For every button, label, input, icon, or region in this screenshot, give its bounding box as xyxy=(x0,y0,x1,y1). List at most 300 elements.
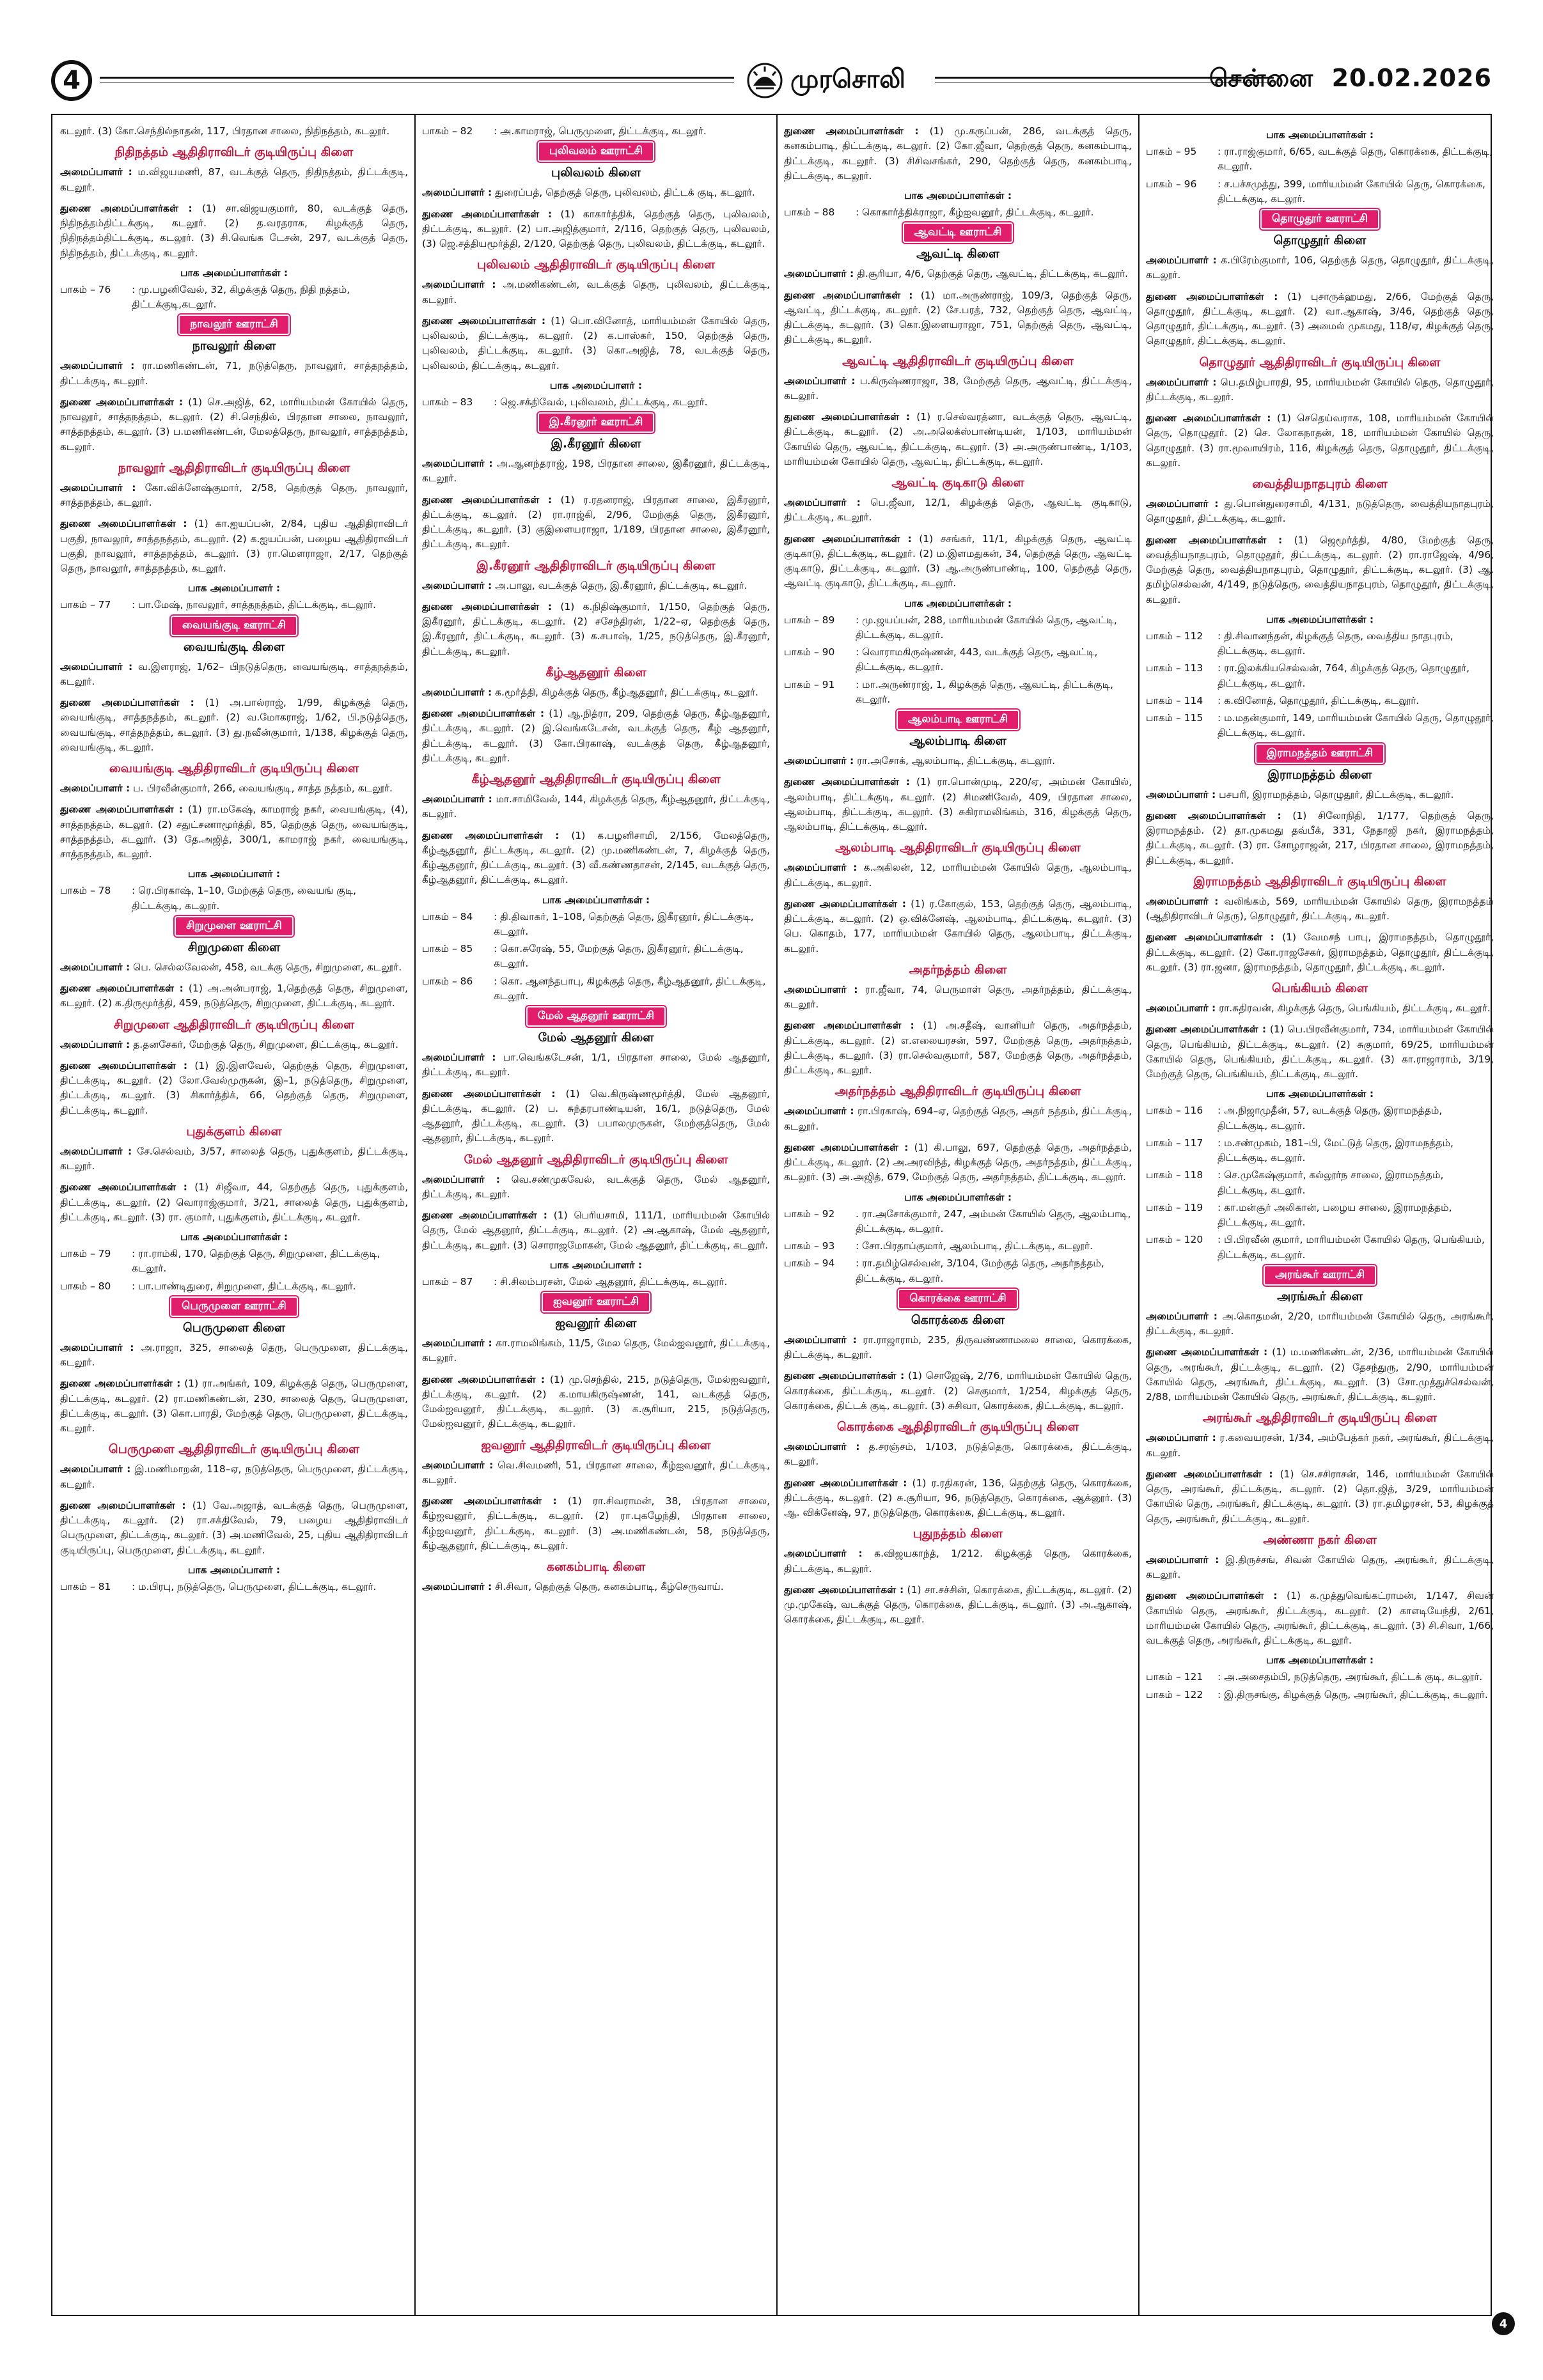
issue-date: 20.02.2026 xyxy=(1331,64,1492,92)
role-label: துணை அமைப்பாளர்கள் : xyxy=(1146,1468,1273,1480)
member-entry xyxy=(784,288,1132,348)
column-4 xyxy=(1146,124,1494,2308)
booth-details: : ரா.தமிழ்செல்வன், 3/104, மேற்குத் தெரு, அதர்நத்தம், திட்டக்குடி, கடலூர். xyxy=(856,1257,1104,1284)
masthead-rule-left xyxy=(100,77,734,82)
branch-heading: கனகம்பாடி கிளை xyxy=(546,1560,646,1574)
booth-entry xyxy=(784,1207,1132,1237)
role-label: அமைப்பாளர் : xyxy=(784,375,856,387)
branch-heading: வைத்தியநாதபுரம் கிளை xyxy=(1252,477,1388,491)
entry-text: ரா.ஜீவா, 74, பெருமாள் தெரு, அதர்நத்தம், திட்டக்குடி, கடலூர். xyxy=(784,983,1132,1010)
member-entry xyxy=(422,1494,770,1553)
member-entry xyxy=(422,1336,770,1366)
entry-text: (1) செ.அஜித், 62, மாரியம்மன் கோயில் தெரு, நாவலூர், சாத்தநத்தம், கடலூர். (2) சி.செந்தில், பிரதான சாலை, நாவலூர், சாத்தநத்தம், கடலூர். (3) ப.மணிகண்டன், மேலத்தெரு, நாவலூர், சாத்தநத்தம், கடலூர். xyxy=(60,396,408,453)
member-entry xyxy=(1146,930,1494,975)
member-entry xyxy=(422,314,770,373)
role-label: துணை அமைப்பாளர்கள் : xyxy=(1146,1590,1278,1602)
entry-text: (1) மு.கருப்பன், 286, வடக்குத் தெரு, கனகம்பாடி, திட்டக்குடி, கடலூர். (2) கோ.ஜீவா, தெற்குத் தெரு, கனகம்பாடி, திட்டக்குடி, கடலூர். (3) சிசிவசங்கர், 290, தெற்குத் தெரு, கனகம்பாடி, திட்டக்குடி, கடலூர். xyxy=(784,125,1132,182)
booth-details: : மு.ஜயப்பன், 288, மாரியம்மன் கோயில் தெரு, ஆவட்டி, திட்டக்குடி, கடலூர். xyxy=(856,614,1117,641)
booth-number: பாகம் – 91 xyxy=(784,678,835,690)
booth-number: பாகம் – 94 xyxy=(784,1257,835,1270)
role-label: துணை அமைப்பாளர்கள் : xyxy=(784,1020,914,1032)
branch-heading: கீழ்ஆதனூர் ஆதிதிராவிடர் குடியிருப்பு கிளை xyxy=(471,772,721,786)
role-label: துணை அமைப்பாளர்கள் : xyxy=(60,518,187,530)
branch-heading: கொரக்கை கிளை xyxy=(911,1312,1005,1327)
member-entry xyxy=(1146,375,1494,405)
member-entry xyxy=(60,1462,408,1492)
branch-heading: இ.கீரனூர் கிளை xyxy=(551,437,641,451)
member-entry xyxy=(1146,533,1494,607)
booth-number: பாகம் – 84 xyxy=(422,910,473,922)
member-entry xyxy=(60,517,408,576)
booth-details: : அ.நிஜாமுதீன், 57, வடக்குத் தெரு, இராமநத்தம், திட்டக்குடி, கடலூர். xyxy=(1218,1105,1443,1132)
role-label: அமைப்பாளர் : xyxy=(422,579,492,591)
booth-entry xyxy=(422,942,770,972)
booth-details: : தி.சிவானந்தன், கிழக்குத் தெரு, வைத்திய நாதபுரம், திட்டக்குடி, கடலூர். xyxy=(1218,630,1453,657)
role-label: அமைப்பாளர் : xyxy=(1146,895,1219,907)
branch-heading: கொரக்கை ஆதிதிராவிடர் குடியிருப்பு கிளை xyxy=(836,1420,1079,1434)
member-entry xyxy=(422,828,770,888)
role-label: துணை அமைப்பாளர்கள் : xyxy=(1146,809,1281,821)
panchayat-banner: தொழுதூர் ஊராட்சி xyxy=(1262,210,1378,228)
entry-text: பசபரி, இராமநத்தம், தொழுதூர், திட்டக்குடி, கடலூர். xyxy=(1216,788,1454,800)
entry-text: இ.திருச்சங், சிவன் கோயில் தெரு, அரங்கூர், திட்டக்குடி, கடலூர். xyxy=(1146,1553,1494,1580)
entry-text: (1) மா.அருண்ராஜ், 109/3, தெற்குத் தெரு, ஆவட்டி, திட்டக்குடி, கடலூர். (2) சே.பரத், 732, தெற்குத் தெரு, ஆவட்டி, திட்டக்குடி, கடலூர். (3) கொ.இளையராஜா, 751, தெற்குத் தெரு, ஆவட்டி, திட்டக்குடி, கடலூர். xyxy=(784,289,1132,346)
section-subheading: பாக அமைப்பாளர்கள் : xyxy=(1265,613,1374,625)
role-label: துணை அமைப்பாளர்கள் : xyxy=(60,396,184,408)
section-subheading: பாக அமைப்பாளர்கள் : xyxy=(542,894,650,906)
branch-heading: அரங்கூர் ஆதிதிராவிடர் குடியிருப்பு கிளை xyxy=(1203,1411,1437,1426)
booth-number: பாகம் – 114 xyxy=(1146,694,1203,706)
booth-number: பாகம் – 85 xyxy=(422,943,473,954)
branch-heading: வையங்குடி கிளை xyxy=(183,639,285,654)
branch-heading: சிறுமுளை ஆதிதிராவிடர் குடியிருப்பு கிளை xyxy=(113,1017,355,1032)
booth-entry xyxy=(422,910,770,940)
role-label: துணை அமைப்பாளர்கள் : xyxy=(422,494,552,506)
paper-logo xyxy=(747,60,905,101)
panchayat-banner: இ.கீரனூர் ஊராட்சி xyxy=(539,414,654,432)
role-label: துணை அமைப்பாளர்கள் : xyxy=(784,1141,909,1153)
branch-heading: நிதிநத்தம் ஆதிதிராவிடர் குடியிருப்பு கிளை xyxy=(114,145,354,160)
entry-text: (1) பெரியசாமி, 111/1, மாரியம்மன் கோயில் தெரு, மேல் ஆதனூர், திட்டக்குடி, கடலூர். (2) அ.ஆகாஷ், மேல் ஆதனூர், திட்டக்குடி, கடலூர். (3) சொராஜமோகன், மேல் ஆதனூர், திட்டக்குடி, கடலூர். xyxy=(422,1209,770,1251)
member-entry xyxy=(1146,809,1494,868)
member-entry xyxy=(784,1369,1132,1413)
member-entry xyxy=(1146,1553,1494,1583)
member-entry xyxy=(422,706,770,766)
booth-entry xyxy=(1146,1168,1494,1198)
booth-entry xyxy=(1146,177,1494,207)
section-subheading: பாக அமைப்பாளர் : xyxy=(187,868,281,880)
booth-number: பாகம் – 82 xyxy=(422,125,473,137)
booth-number: பாகம் – 80 xyxy=(60,1280,111,1292)
panchayat-banner: ஐவனூர் ஊராட்சி xyxy=(543,1293,649,1311)
member-entry xyxy=(784,775,1132,834)
entry-text: சி.சிவா, தெற்குத் தெரு, கனகம்பாடி, கீழ்செருவாய். xyxy=(492,1581,724,1592)
role-label: துணை அமைப்பாளர்கள் : xyxy=(1146,1346,1268,1358)
booth-entry xyxy=(1146,1670,1494,1684)
booth-number: பாகம் – 90 xyxy=(784,646,835,658)
booth-entry xyxy=(60,598,408,612)
entry-text: (1) ர.ரதிகரன், 136, தெற்குத் தெரு, கொரக்கை, திட்டக்குடி, கடலூர். (2) சு.சூரியா, 96, நடுத்தெரு, கொரக்கை, ஆக்னூர். (3) ஆ. விக்னேஷ், 97, நடுத்தெரு, கொரக்கை, திட்டக்குடி, கடலூர். xyxy=(784,1477,1132,1518)
booth-details: . ரா.அசோக்குமார், 247, அம்மன் கோயில் தெரு, ஆலம்பாடி, திட்டக்குடி, கடலூர். xyxy=(856,1208,1131,1234)
role-label: துணை அமைப்பாளர்கள் : xyxy=(1146,534,1283,546)
member-entry xyxy=(422,1458,770,1488)
entry-text: து.பொன்துரைசாமி, 4/131, நடுத்தெரு, வைத்தியநாதபுரம், தொழுதூர், திட்டக்குடி, கடலூர். xyxy=(1146,498,1494,525)
branch-heading: இ.கீரனூர் ஆதிதிராவிடர் குடியிருப்பு கிளை xyxy=(476,558,716,573)
booth-entry xyxy=(784,645,1132,675)
panchayat-banner: நாவலூர் ஊராட்சி xyxy=(180,316,288,334)
member-entry xyxy=(1146,1309,1494,1339)
entry-text: (1) அ.சதீஷ், வானியர் தெரு, அதர்நத்தம், திட்டக்குடி, கடலூர். (2) எ.எலையரசன், 597, மேற்குத் தெரு, அதர்நத்தம், திட்டக்குடி, கடலூர். (3) ரா.செல்வகுமார், 587, மேற்குத் தெரு, அதர்நத்தம், திட்டக்குடி, கடலூர். xyxy=(784,1020,1132,1076)
role-label: அமைப்பாளர் : xyxy=(1146,376,1217,388)
branch-heading: ஆவட்டி கிளை xyxy=(916,247,999,261)
role-label: துணை அமைப்பாளர்கள் : xyxy=(1146,931,1274,944)
branch-heading: அதர்நத்தம் ஆதிதிராவிடர் குடியிருப்பு கிளை xyxy=(834,1084,1081,1099)
role-label: துணை அமைப்பாளர்கள் : xyxy=(784,898,906,910)
entry-text: மா.சாமிவேல், 144, கிழக்குத் தெரு, கீழ்ஆதனூர், திட்டக்குடி, கடலூர். xyxy=(422,793,770,820)
branch-heading: கீழ்ஆதனூர் கிளை xyxy=(545,665,646,680)
entry-text: (1) ர.ரதனராஜ், பிரதான சாலை, இகீரனூர், திட்டக்குடி, கடலூர். (2) ரா.ராஜ்கி, 2/96, மேற்குத் தெரு, இகீரனூர், திட்டக்குடி, கடலூர். (3) குஇளையராஜா, 1/189, பிரதான சாலை, இகீரனூர், திட்டக்குடி, கடலூர். xyxy=(422,494,770,550)
branch-heading: வையங்குடி ஆதிதிராவிடர் குடியிருப்பு கிளை xyxy=(109,761,359,775)
entry-text: ப.கிருஷ்ணராஜா, 38, மேற்குத் தெரு, ஆவட்டி, திட்டக்குடி, கடலூர். xyxy=(784,375,1132,401)
entry-text: (1) கி.பாலு, 697, தெற்குத் தெரு, அதர்நத்தம், திட்டக்குடி, கடலூர். (2) அ.அரவிந்த், கிழக்குத் தெரு, அதர்நத்தம், திட்டக்குடி, கடலூர். (3) அ.அஜித், 679, மேற்குத் தெரு, அதர்நத்தம், திட்டக்குடி, கடலூர். xyxy=(784,1141,1132,1183)
booth-details: : ம.மதன்குமார், 149, மாரியம்மன் கோயில் தெரு, தொழுதூர், திட்டக்குடி, கடலூர். xyxy=(1218,712,1494,739)
role-label: அமைப்பாளர் : xyxy=(60,1463,131,1475)
role-label: அமைப்பாளர் : xyxy=(60,660,133,673)
booth-entry xyxy=(1146,1201,1494,1231)
entry-text: (1) ரா.மகேஷ், காமராஜ் நகர், வையங்குடி, (4), சாத்தநத்தம், கடலூர். (2) சதுட்சணாமூர்த்தி, 85, தெற்குத் தெரு, வையங்குடி, சாத்தநத்தம், கடலூர். (3) தே.அஜித், 300/1, காமராஜ் நகர், வையங்குடி, சாத்தநத்தம், கடலூர். xyxy=(60,804,408,860)
booth-entry xyxy=(784,205,1132,220)
member-entry xyxy=(784,1546,1132,1576)
member-entry xyxy=(784,897,1132,956)
booth-entry xyxy=(1146,661,1494,691)
role-label: துணை அமைப்பாளர்கள் : xyxy=(60,1499,186,1511)
member-entry xyxy=(784,983,1132,1013)
entry-text: ம.விஜயமணி, 87, வடக்குத் தெரு, நிதிநத்தம், திட்டக்குடி, கடலூர். xyxy=(60,166,408,193)
booth-number: பாகம் – 95 xyxy=(1146,146,1197,157)
booth-details: : கொ.சுரேஷ், 55, மேற்குத் தெரு, இகீரனூர், திட்டக்குடி, கடலூர். xyxy=(494,943,744,970)
booth-details: : செ.முகேஷ்குமார், கல்லூர்ந சாலை, இராமநத்தம், திட்டக்குடி, கடலூர். xyxy=(1218,1169,1444,1196)
entry-text: ரா.ராஜாராம், 235, திருவண்ணாமலை சாலை, கொரக்கை, திட்டக்குடி, கடலூர். xyxy=(784,1334,1132,1360)
role-label: அமைப்பாளர் : xyxy=(422,187,492,199)
panchayat-banner: இராமநத்தம் ஊராட்சி xyxy=(1257,745,1383,763)
entry-text: வெ.சிவமணி, 51, பிரதான சாலை, கீழ்ஐவனூர், திட்டக்குடி, கடலூர். xyxy=(422,1459,770,1486)
section-subheading: பாக அமைப்பாளர்கள் : xyxy=(904,1191,1012,1203)
entry-text: (1) ர.கோகுல், 153, தெற்குத் தெரு, ஆலம்பாடி, திட்டக்குடி, கடலூர். (2) ஒ.விக்னேஷ், ஆலம்பாடி, திட்டக்குடி, கடலூர். (3) பெ. கொதம், 177, மாரியம்மன் கோயில் தெரு, ஆலம்பாடி, திட்டக்குடி, கடலூர். xyxy=(784,898,1132,954)
branch-heading: நாவலூர் கிளை xyxy=(192,339,276,354)
branch-heading: இராமநத்தம் ஆதிதிராவிடர் குடியிருப்பு கிளை xyxy=(1193,874,1446,889)
member-entry xyxy=(784,410,1132,469)
panchayat-banner: சிறுமுளை ஊராட்சி xyxy=(176,917,292,935)
entry-text: (1) ரா.அங்கர், 109, கிழக்குத் தெரு, பெருமுளை, திட்டக்குடி, கடலூர். (2) ரா.மணிகண்டன், 230, சாலைத் தெரு, பெருமுளை, திட்டக்குடி, கடலூர். (3) கொ.பாரதி, மேற்குத் தெரு, பெருமுளை, திட்டக்குடி, கடலூர். xyxy=(60,1378,408,1434)
role-label: அமைப்பாளர் : xyxy=(422,279,496,291)
booth-details: : ச.பச்சமுத்து, 399, மாரியம்மன் கோயில் தெரு, கொரக்கை, திட்டக்குடி, கடலூர். xyxy=(1218,178,1485,205)
booth-details: : கா.மன்சூர் அலிகான், பழைய சாலை, இராமநத்தம், திட்டக்குடி, கடலூர். xyxy=(1218,1201,1452,1228)
branch-heading: ஐவனூர் ஆதிதிராவிடர் குடியிருப்பு கிளை xyxy=(481,1438,711,1452)
role-label: அமைப்பாளர் : xyxy=(60,782,130,794)
branch-heading: ஐவனூர் கிளை xyxy=(555,1316,637,1330)
booth-number: பாகம் – 121 xyxy=(1146,1671,1203,1683)
member-entry xyxy=(60,165,408,195)
member-entry xyxy=(784,1018,1132,1078)
booth-details: : வொராமகிருஷ்ணன், 443, வடக்குத் தெரு, ஆவட்டி, திட்டக்குடி, கடலூர். xyxy=(856,646,1098,673)
page-number-badge: 4 xyxy=(51,60,92,101)
panchayat-banner: புலிவலம் ஊராட்சி xyxy=(539,143,653,160)
role-label: அமைப்பாளர் : xyxy=(1146,498,1219,509)
entry-text: (1) க.பழனிசாமி, 2/156, மேலத்தெரு, கீழ்ஆதனூர், திட்டக்குடி, கடலூர். (2) மு.மணிகண்டன், 7, கிழக்குத் தெரு, கீழ்ஆதனூர், திட்டக்குடி, கடலூர். (3) வீ.கண்ணதாசன், 2/145, வடக்குத் தெரு, கீழ்ஆதனூர், திட்டக்குடி, கடலூர். xyxy=(422,829,770,886)
entry-text: அ.கொதமன், 2/20, மாரியம்மன் கோயில் தெரு, அரங்கூர், திட்டக்குடி, கடலூர். xyxy=(1146,1310,1494,1337)
member-entry xyxy=(60,201,408,261)
entry-text: அ.ஆனந்தராஜ், 198, பிரதான சாலை, இகீரனூர், திட்டக்குடி, கடலூர். xyxy=(422,458,770,485)
booth-entry xyxy=(60,1247,408,1277)
city-date xyxy=(1209,64,1492,96)
entry-text: வ.இளராஜ், 1/62– பிநடுத்தெரு, வையங்குடி, சாத்தநத்தம், கடலூர். xyxy=(60,660,408,687)
booth-entry xyxy=(60,1580,408,1594)
member-entry xyxy=(784,1583,1132,1628)
role-label: அமைப்பாளர் : xyxy=(422,793,492,805)
entry-text: (1) சொஜேஷ், 2/76, மாரியம்மன் கோயில் தெரு, கொரக்கை, திட்டக்குடி, கடலூர். (2) செகுமார், 1/254, கிழக்குத் தெரு, கொரக்கை, திட்டக் குடி, கடலூர். (3) சுசிவா, கொரக்கை, திட்டக்குடி, கடலூர். xyxy=(784,1370,1132,1412)
booth-entry xyxy=(784,678,1132,708)
entry-text: (1) சா.விஜயகுமார், 80, வடக்குத் தெரு, நிதிநத்தம்திட்டக்குடி, கடலூர். (2) த.வரதராசு, கிழக்குத் தெரு, நிதிநத்தம்திட்டக்குடி, கடலூர். (3) சி.வெங்க டேசன், 297, வடக்குத் தெரு, நிதிநத்தம், திட்டக்குடி, கடலூர். xyxy=(60,202,408,259)
booth-number: பாகம் – 89 xyxy=(784,614,835,626)
booth-details: : ரா.ராஜ்குமார், 6/65, வடக்குத் தெரு, கொரக்கை, திட்டக்குடி, கடலூர். xyxy=(1218,146,1492,173)
role-label: அமைப்பாளர் : xyxy=(60,1341,134,1353)
entry-text: (1) அ.பால்ராஜ், 1/99, கிழக்குத் தெரு, வையங்குடி, சாத்தநத்தம், கடலூர். (2) வ.மோகராஜ், 1/62, பி.நடுத்தெரு, வையங்குடி, சாத்தநத்தம், கடலூர். (3) து.நவீன்குமார், 1/138, கிழக்குத் தெரு, வையங்குடி, கடலூர். xyxy=(60,697,408,753)
booth-details: : ஜெ.சக்திவேல், புலிவலம், திட்டக்குடி, கடலூர். xyxy=(494,396,708,408)
entry-text: அ.பாலு, வடக்குத் தெரு, இ.கீரனூர், திட்டக்குடி, கடலூர். xyxy=(492,579,748,591)
section-subheading: பாக அமைப்பாளர் : xyxy=(549,1259,643,1271)
branch-heading: அண்ணா நகர் கிளை xyxy=(1263,1532,1377,1547)
member-entry xyxy=(1146,894,1494,924)
member-entry xyxy=(784,1333,1132,1363)
booth-entry xyxy=(422,974,770,1004)
entry-text: அ.ராஜா, 325, சாலைத் தெரு, பெருமுளை, திட்டக்குடி, கடலூர். xyxy=(60,1341,408,1368)
member-entry xyxy=(784,860,1132,891)
branch-heading: பெருமுளை ஆதிதிராவிடர் குடியிருப்பு கிளை xyxy=(108,1442,360,1457)
booth-entry xyxy=(422,1275,770,1289)
booth-details: : ம.பிரபு, நடுத்தெரு, பெருமுளை, திட்டக்குடி, கடலூர். xyxy=(132,1580,377,1592)
column-divider xyxy=(414,115,416,2315)
member-entry xyxy=(422,1208,770,1253)
booth-entry xyxy=(422,124,770,139)
entry-text: இ.மணிமாறன், 118–ஏ, நடுத்தெரு, பெருமுளை, திட்டக்குடி, கடலூர். xyxy=(60,1463,408,1490)
paper-name: முரசொலி xyxy=(790,64,905,94)
role-label: துணை அமைப்பாளர்கள் : xyxy=(422,600,552,612)
member-entry xyxy=(1146,1431,1494,1461)
branch-heading: சிறுமுளை கிளை xyxy=(187,940,281,954)
entry-text: த.தனசேகர், மேற்குத் தெரு, சிறுமுளை, திட்டக்குடி, கடலூர். xyxy=(130,1038,399,1050)
role-label: துணை அமைப்பாளர்கள் : xyxy=(422,1495,557,1507)
branch-heading: புலிவலம் ஆதிதிராவிடர் குடியிருப்பு கிளை xyxy=(476,258,716,272)
section-subheading: பாக அமைப்பாளர் : xyxy=(187,1564,281,1576)
entry-text: த.சரஞ்சம், 1/103, நடுத்தெரு, கொரக்கை, திட்டக்குடி, கடலூர். xyxy=(784,1441,1132,1468)
entry-text: (1) ஜெமூர்த்தி, 4/80, மேற்குத் தெரு, வைத்தியநாதபுரம், தொழுதூர், திட்டக்குடி, கடலூர். (2) ரா.ராஜேஷ், 4/96, மேற்குத் தெரு, வைத்தியநாதபுரம், தொழுதூர், திட்டக்குடி, கடலூர். (3) ஆ. தமிழ்செல்வன், 4/149, நடுத்தெரு, வைத்தியநாதபுரம், தொழுதூர், திட்டக்குடி, கடலூர். xyxy=(1146,534,1494,605)
member-entry xyxy=(422,1580,770,1594)
member-entry xyxy=(422,792,770,822)
role-label: துணை அமைப்பாளர்கள் : xyxy=(60,804,184,816)
entry-text: (1) ர.செல்வரத்னா, வடக்குத் தெரு, ஆவட்டி, திட்டக்குடி, கடலூர். (2) அ.அலெக்ஸ்பாண்டியன், 1/103, மாரியம்மன் கோயில் தெரு, ஆவட்டி, திட்டக்குடி, கடலூர். (3) அ.அருண்பாண்டி, 1/103, மாரியம்மன் கோயில் தெரு, ஆவட்டி, திட்டக்குடி, கடலூர். xyxy=(784,411,1132,467)
branch-heading: அதர்நத்தம் கிளை xyxy=(909,962,1007,977)
panchayat-banner: பெருமுளை ஊராட்சி xyxy=(171,1298,297,1316)
entry-text: ரா.அசோக், ஆலம்பாடி, திட்டக்குடி, கடலூர். xyxy=(854,755,1056,766)
entry-text: (1) காகார்த்திக், தெற்குத் தெரு, புலிவலம், திட்டக்குடி, கடலூர். (2) பா.அஜித்குமார், 2/116, தெற்குத் தெரு, புலிவலம், (3) ஜெ.சத்தியமூர்த்தி, 2/120, தெற்குத் தெரு, புலிவலம், திட்டக்குடி, கடலூர். xyxy=(422,208,770,249)
booth-number: பாகம் – 96 xyxy=(1146,178,1197,190)
member-entry xyxy=(422,1050,770,1080)
member-entry xyxy=(60,660,408,690)
branch-heading: ஆவட்டி குடிகாடு கிளை xyxy=(891,476,1024,490)
role-label: துணை அமைப்பாளர்கள் : xyxy=(422,708,545,719)
section-subheading: பாக அமைப்பாளர்கள் : xyxy=(1265,129,1374,141)
rising-sun-emblem-icon xyxy=(747,63,783,98)
role-label: அமைப்பாளர் : xyxy=(784,268,854,280)
booth-details: : பி.பிரவீன் குமார், மாரியம்மன் கோயில் தெரு, பெங்கியம், திட்டக்குடி, கடலூர். xyxy=(1218,1234,1485,1261)
role-label: அமைப்பாளர் : xyxy=(1146,1553,1219,1566)
role-label: துணை அமைப்பாளர்கள் : xyxy=(422,208,552,220)
booth-number: பாகம் – 120 xyxy=(1146,1234,1203,1246)
entry-text: (1) சிஜீவா, 44, தெற்குத் தெரு, புதுக்குளம், திட்டக்குடி, கடலூர். (2) வொராஜ்குமார், 3/21, சாலைத் தெரு, புதுக்குளம், திட்டக்குடி, கடலூர். (3) ரா. குமார், புதுக்குளம், திட்டக்குடி, கடலூர். xyxy=(60,1181,408,1223)
booth-entry xyxy=(60,1279,408,1294)
panchayat-banner: ஆலம்பாடி ஊராட்சி xyxy=(898,711,1018,729)
branch-heading: அரங்கூர் கிளை xyxy=(1277,1289,1363,1303)
role-label: அமைப்பாளர் : xyxy=(1146,1002,1216,1014)
role-label: துணை அமைப்பாளர்கள் : xyxy=(784,125,919,137)
booth-details: : க.வினோத், தொழுதூர், திட்டக்குடி, கடலூர். xyxy=(1218,694,1420,706)
booth-number: பாகம் – 115 xyxy=(1146,712,1203,724)
member-entry xyxy=(1146,1589,1494,1648)
entry-text: வலிங்கம், 569, மாரியம்மன் கோயில் தெரு, இராமநத்தம் (ஆதிதிராவிடர் தெரு), தொழுதூர், திட்டக்குடி, கடலூர். xyxy=(1146,895,1494,922)
booth-entry xyxy=(60,883,408,914)
member-entry xyxy=(60,124,408,139)
role-label: அமைப்பாளர் : xyxy=(1146,788,1216,800)
role-label: அமைப்பாளர் : xyxy=(60,1038,130,1050)
role-label: துணை அமைப்பாளர்கள் : xyxy=(1146,290,1278,302)
column-divider xyxy=(776,115,778,2315)
booth-details: : அ.காமராஜ், பெருமுளை, திட்டக்குடி, கடலூர். xyxy=(494,125,707,137)
booth-details: : பா.மேஷ், நாவலூர், சாத்தநத்தம், திட்டக்குடி, கடலூர். xyxy=(132,599,376,611)
booth-number: பாகம் – 113 xyxy=(1146,662,1203,674)
column-divider xyxy=(1138,115,1140,2315)
role-label: அமைப்பாளர் : xyxy=(1146,1310,1218,1322)
member-entry xyxy=(60,395,408,455)
booth-entry xyxy=(784,1239,1132,1254)
role-label: அமைப்பாளர் : xyxy=(422,458,493,469)
member-entry xyxy=(60,981,408,1011)
role-label: துணை அமைப்பாளர்கள் : xyxy=(60,983,184,994)
booth-entry xyxy=(1146,1688,1494,1702)
booth-number: பாகம் – 92 xyxy=(784,1208,835,1220)
masthead xyxy=(51,59,1492,104)
booth-details: : சி.சிலம்பரசன், மேல் ஆதனூர், திட்டக்குடி, கடலூர். xyxy=(494,1275,728,1287)
role-label: அமைப்பாளர் : xyxy=(60,481,136,494)
booth-entry xyxy=(1146,1233,1494,1263)
entry-text: க.மூர்த்தி, கிழக்குத் தெரு, கீழ்ஆதனூர், திட்டக்குடி, கடலூர். xyxy=(492,686,758,698)
member-entry xyxy=(60,781,408,796)
role-label: அமைப்பாளர் : xyxy=(60,360,135,372)
booth-number: பாகம் – 117 xyxy=(1146,1137,1203,1149)
role-label: துணை அமைப்பாளர்கள் : xyxy=(422,1087,556,1100)
role-label: அமைப்பாளர் : xyxy=(422,1173,500,1185)
role-label: அமைப்பாளர் : xyxy=(784,983,858,995)
member-entry xyxy=(422,685,770,700)
section-subheading: பாக அமைப்பாளர் : xyxy=(549,379,643,391)
role-label: துணை அமைப்பாளர்கள் : xyxy=(1146,412,1271,424)
booth-number: பாகம் – 81 xyxy=(60,1580,111,1592)
role-label: அமைப்பாளர் : xyxy=(60,166,132,178)
role-label: துணை அமைப்பாளர்கள் : xyxy=(60,202,192,214)
member-entry xyxy=(60,1376,408,1436)
entry-text: (1) ம.மணிகண்டன், 2/36, மாரியம்மன் கோயில் தெரு, அரங்கூர், திட்டக்குடி, கடலூர். (2) தேசந்துரு, 2/90, மாரியம்மன் கோயில் தெரு, அரங்கூர், திட்டக்குடி, கடலூர். (3) சோ.முத்துச்செல்வன், 2/88, மாரியம்மன் கோயில் தெரு, அரங்கூர், திட்டக்குடி, கடலூர். xyxy=(1146,1346,1494,1403)
member-entry xyxy=(60,1059,408,1118)
entry-text: (1) புசாருக்ஹமது, 2/66, மேற்குத் தெரு, தொழுதூர், திட்டக்குடி, கடலூர். (2) வா.ஆகாஷ், 3/46, தெற்குத் தெரு, தொழுதூர், திட்டக்குடி, கடலூர். (3) அமைல் முகமது, 118/ஏ, கிழக்குத் தெரு, தொழுதூர், திட்டக்குடி, கடலூர். xyxy=(1146,290,1494,347)
entry-text: ர.கவையரசன், 1/34, அம்பேத்கர் நகர், அரங்கூர், திட்டக்குடி, கடலூர். xyxy=(1146,1432,1494,1459)
entry-text: (1) மு.செந்தில், 215, நடுத்தெரு, மேல்ஐவனூர், திட்டக்குடி, கடலூர். (2) க.மாயகிருஷ்ணன், 141, வடக்குத் தெரு, மேல்ஐவனூர், திட்டக்குடி, கடலூர். (3) க.சூரியா, 215, நடுத்தெரு, மேல்ஐவனூர், திட்டக்குடி, கடலூர். xyxy=(422,1373,770,1430)
member-entry xyxy=(784,124,1132,183)
role-label: துணை அமைப்பாளர்கள் : xyxy=(422,1373,545,1385)
booth-details: : கொகார்த்திக்ராஜா, கீழ்ஐவனூர், திட்டக்குடி, கடலூர். xyxy=(856,206,1094,218)
entry-text: (1) க.நிதிஷ்குமார், 1/150, தெற்குத் தெரு, இகீரனூர், திட்டக்குடி, கடலூர். (2) சசேந்திரன், 1/22–ஏ, தெற்குத் தெரு, இ.கீரனூர், திட்டக்குடி, கடலூர். (3) க.சபாஷ், 1/25, நடுத்தெரு, இ.கீரனூர், திட்டக்குடி, கடலூர். xyxy=(422,600,770,657)
entry-text: க.பிரேம்குமார், 106, தெற்குத் தெரு, தொழுதூர், திட்டக்குடி, கடலூர். xyxy=(1146,254,1494,281)
booth-details: : மு.பழனிவேல், 32, கிழக்குத் தெரு, நிதி நத்தம், திட்டக்குடி,கடலூர். xyxy=(132,283,350,310)
booth-number: பாகம் – 119 xyxy=(1146,1201,1203,1213)
member-entry xyxy=(1146,253,1494,283)
booth-entry xyxy=(60,283,408,313)
entry-text: பெ.ஜீவா, 12/1, கிழக்குத் தெரு, ஆவட்டி குடிகாடு, திட்டக்குடி, கடலூர். xyxy=(784,497,1132,524)
branch-heading: பெருமுளை கிளை xyxy=(182,1320,286,1335)
panchayat-banner: அரங்கூர் ஊராட்சி xyxy=(1265,1266,1375,1284)
role-label: அமைப்பாளர் : xyxy=(422,1337,492,1349)
member-entry xyxy=(784,374,1132,404)
branch-heading: மேல் ஆதனூர் ஆதிதிராவிடர் குடியிருப்பு கிளை xyxy=(464,1152,728,1167)
member-entry xyxy=(784,1476,1132,1521)
member-entry xyxy=(784,1104,1132,1134)
branch-heading: தொழுதூர் கிளை xyxy=(1273,233,1367,247)
entry-text: (1) ஆ.நித்ரா, 209, தெற்குத் தெரு, கீழ்ஆதனூர், திட்டக்குடி, கடலூர். (2) இ.வெங்கடேசன், வடக்குத் தெரு, கீழ் ஆதனூர், திட்டக்குடி, கடலூர். (3) கோ.பிரகாஷ், வடக்குத் தெரு, கீழ்ஆதனூர், திட்டக்குடி, கடலூர். xyxy=(422,708,770,764)
branch-heading: மேல் ஆதனூர் கிளை xyxy=(538,1031,654,1045)
role-label: துணை அமைப்பாளர்கள் : xyxy=(60,1378,181,1390)
role-label: அமைப்பாளர் : xyxy=(784,755,854,766)
role-label: அமைப்பாளர் : xyxy=(422,1052,496,1063)
member-entry xyxy=(1146,290,1494,349)
section-subheading: பாக அமைப்பாளர்கள் : xyxy=(904,597,1012,609)
role-label: துணை அமைப்பாளர்கள் : xyxy=(784,1583,904,1596)
booth-number: பாகம் – 76 xyxy=(60,283,111,295)
booth-number: பாகம் – 88 xyxy=(784,206,835,218)
branch-heading: புதுக்குளம் கிளை xyxy=(186,1124,282,1139)
entry-text: (1) க.முத்துவெங்கட்ராமன், 1/147, சிவன் கோயில் தெரு, அரங்கூர், திட்டக்குடி, கடலூர். (2) காஎடியேந்தி, 2/61, மாரியம்மன் கோயில் தெரு, அரங்கூர், திட்டக்குடி, கடலூர். (3) சி.சிவா, 1/66, வடக்குத் தெரு, அரங்கூர், திட்டக்குடி, கடலூர். xyxy=(1146,1590,1494,1646)
member-entry xyxy=(422,185,770,200)
booth-number: பாகம் – 77 xyxy=(60,599,111,611)
booth-details: : ரெ.பிரகாஷ், 1–10, மேற்குத் தெரு, வையங் குடி, திட்டக்குடி, கடலூர். xyxy=(132,885,357,912)
entry-text: (1) வெ.கிருஷ்ணமூர்த்தி, மேல் ஆதனூர், திட்டக்குடி, கடலூர். (2) ப. சுந்தரபாண்டியன், 16/1, நடுத்தெரு, மேல் ஆதனூர், திட்டக்குடி, கடலூர். (3) பபாலமுருகன், மேற்குத்தெரு, மேல் ஆதனூர், திட்டக்குடி, கடலூர். xyxy=(422,1087,770,1144)
booth-number: பாகம் – 93 xyxy=(784,1240,835,1252)
entry-text: ப. பிரவீன்குமார், 266, வையங்குடி, சாத்த நத்தம், கடலூர். xyxy=(130,782,393,794)
role-label: அமைப்பாளர் : xyxy=(422,1581,492,1592)
booth-details: : ரா.இலக்கியசெல்வன், 764, கிழக்குத் தெரு, தொழுதூர், திட்டக்குடி, கடலூர். xyxy=(1218,662,1470,689)
booth-details: : சோ.பிரதாப்குமார், ஆலம்பாடி, திட்டக்குடி, கடலூர். xyxy=(856,1240,1093,1252)
member-entry xyxy=(422,579,770,593)
branch-heading: ஆவட்டி ஆதிதிராவிடர் குடியிருப்பு கிளை xyxy=(842,354,1074,368)
booth-entry xyxy=(1146,711,1494,741)
booth-details: : தி.திவாகர், 1–108, தெற்குத் தெரு, இகீரனூர், திட்டக்குடி, கடலூர். xyxy=(494,910,754,937)
role-label: துணை அமைப்பாளர்கள் : xyxy=(784,1477,907,1489)
city-name: சென்னை xyxy=(1209,64,1314,92)
entry-text: கடலூர். (3) கோ.செந்தில்நாதன், 117, பிரதான சாலை, நிதிநத்தம், கடலூர். xyxy=(60,125,390,137)
booth-details: : ம.சண்முகம், 181–பி, மேட்டுத் தெரு, இராமநத்தம், திட்டக்குடி, கடலூர். xyxy=(1218,1137,1453,1163)
role-label: அமைப்பாளர் : xyxy=(784,862,858,874)
member-entry xyxy=(60,802,408,862)
branch-heading: புலிவலம் கிளை xyxy=(551,166,641,180)
booth-entry xyxy=(422,395,770,410)
role-label: அமைப்பாளர் : xyxy=(1146,254,1217,266)
